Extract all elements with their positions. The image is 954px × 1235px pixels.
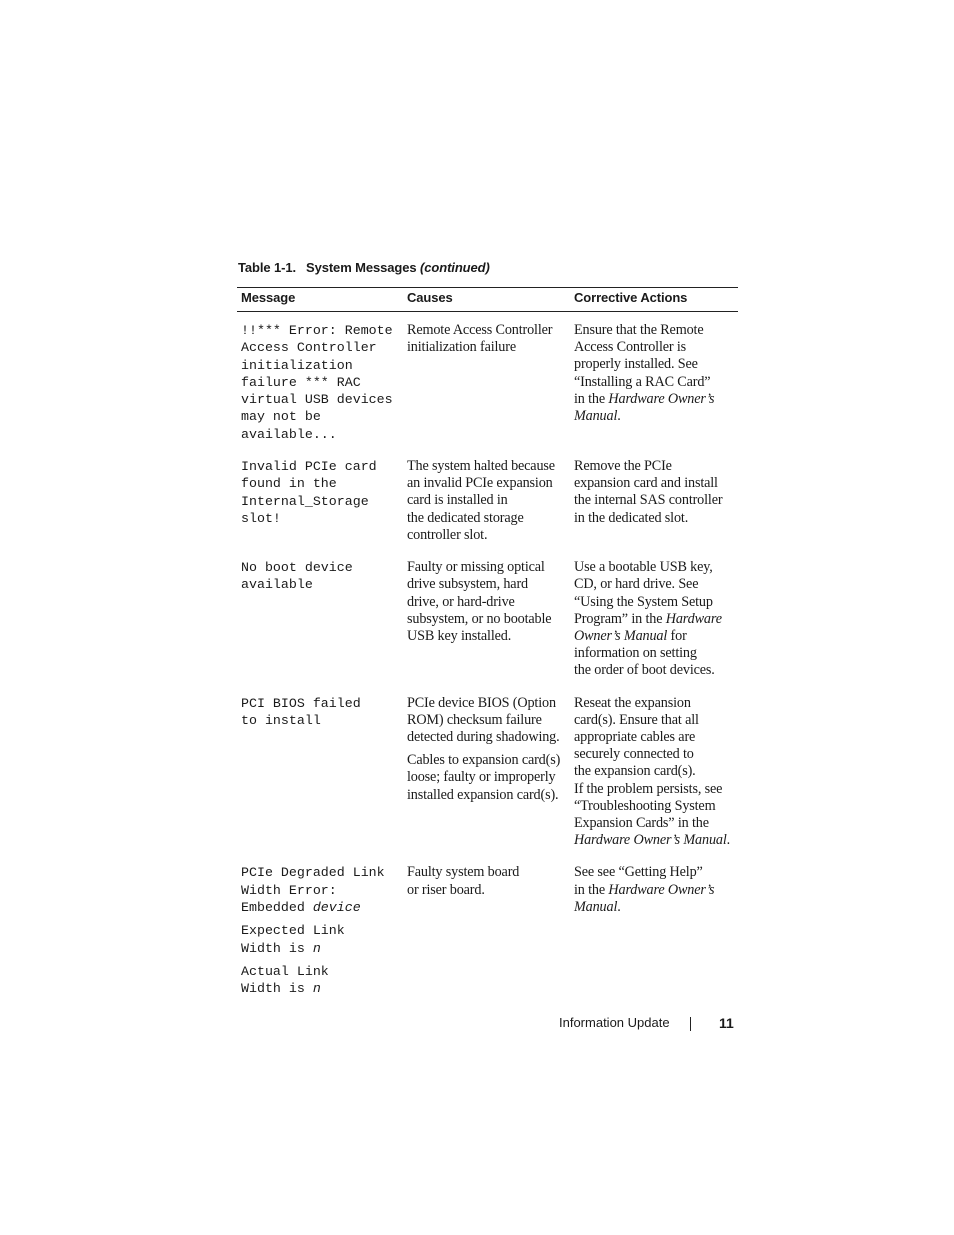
table-row bbox=[237, 695, 738, 865]
actions-text-part: . bbox=[726, 832, 731, 849]
header-causes: Causes bbox=[403, 288, 570, 312]
actions-text bbox=[574, 559, 736, 679]
message-variable: device bbox=[312, 899, 361, 915]
message-variable: n bbox=[312, 940, 321, 956]
actions-text bbox=[574, 864, 736, 916]
actions-cell bbox=[570, 559, 738, 694]
system-messages-table bbox=[237, 287, 738, 1012]
page-number: 11 bbox=[719, 1015, 734, 1031]
manual-reference: Hardware Owner’s Manual bbox=[574, 881, 715, 915]
footer-separator bbox=[690, 1017, 691, 1031]
table-row bbox=[237, 458, 738, 559]
manual-reference: Hardware Owner’s Manual bbox=[574, 832, 727, 849]
actions-text-part: Ensure that the Remote Access Controller is properly installed. See “Installing a RAC Card” in the bbox=[574, 322, 711, 407]
message-variable: n bbox=[312, 981, 321, 997]
message-text bbox=[241, 922, 401, 957]
table-row bbox=[237, 312, 738, 459]
causes-cell bbox=[403, 559, 570, 694]
actions-text-part: Use a bootable USB key, CD, or hard drive. See “Using the System Setup Program” in the bbox=[574, 559, 713, 627]
causes-text: The system halted because an invalid PCIe expansion card is installed in the dedicated storage controller slot. bbox=[407, 458, 555, 543]
message-text-part: Actual Link Width is bbox=[241, 963, 329, 997]
message-cell bbox=[237, 559, 403, 694]
table-row bbox=[237, 559, 738, 694]
header-corrective-actions: Corrective Actions bbox=[570, 288, 738, 312]
footer-label: Information Update bbox=[559, 1015, 670, 1030]
causes-text: PCIe device BIOS (Option ROM) checksum failure detected during shadowing. bbox=[407, 694, 560, 745]
causes-cell bbox=[403, 312, 570, 459]
table-caption bbox=[238, 260, 490, 275]
causes-cell bbox=[403, 458, 570, 559]
actions-text bbox=[574, 458, 736, 527]
causes-text: Cables to expansion card(s) loose; faulty or improperly installed expansion card(s). bbox=[407, 752, 561, 803]
message-cell bbox=[237, 864, 403, 1012]
actions-text-part: Remove the PCIe expansion card and install the internal SAS controller in the dedicated slot. bbox=[574, 458, 723, 526]
message-cell bbox=[237, 695, 403, 865]
actions-text-part: for information on setting the order of boot devices. bbox=[574, 627, 715, 679]
causes-text: Remote Access Controller initialization failure bbox=[407, 322, 553, 356]
actions-cell bbox=[570, 458, 738, 559]
causes-cell bbox=[403, 695, 570, 865]
message-text: Invalid PCIe card found in the Internal_Storage slot! bbox=[241, 459, 377, 526]
manual-reference: Hardware Owner’s Manual bbox=[574, 610, 722, 644]
table-row bbox=[237, 864, 738, 1012]
message-text bbox=[241, 864, 401, 916]
causes-text: Faulty system board or riser board. bbox=[407, 864, 520, 898]
actions-text-part: . bbox=[617, 408, 621, 425]
message-text: PCI BIOS failed to install bbox=[241, 695, 361, 728]
actions-text-part: Reseat the expansion card(s). Ensure that all appropriate cables are securely connected to the expansion card(s). If the problem persists, see “Troubleshooting System Expansion Cards” in the bbox=[574, 694, 723, 831]
actions-cell bbox=[570, 864, 738, 1012]
actions-text-part: . bbox=[617, 898, 621, 915]
message-text-part: PCIe Degraded Link Width Error: Embedded bbox=[241, 865, 385, 915]
actions-text bbox=[574, 322, 736, 425]
manual-reference: Hardware Owner’s Manual bbox=[574, 390, 715, 425]
causes-text: Faulty or missing optical drive subsystem, hard drive, or hard-drive subsystem, or no bootable USB key installed. bbox=[407, 559, 552, 644]
message-cell bbox=[237, 458, 403, 559]
causes-cell bbox=[403, 864, 570, 1012]
message-text: No boot device available bbox=[241, 560, 353, 593]
actions-cell bbox=[570, 695, 738, 865]
message-text-part: Expected Link Width is bbox=[241, 923, 345, 956]
header-message: Message bbox=[237, 288, 403, 312]
message-text bbox=[241, 963, 401, 998]
table-number: Table 1-1. bbox=[238, 260, 297, 275]
table-continued: (continued) bbox=[420, 260, 490, 275]
message-text: !!*** Error: Remote Access Controller initialization failure *** RAC virtual USB devices may not be available... bbox=[241, 323, 393, 442]
message-cell bbox=[237, 312, 403, 459]
actions-text-part: See see “Getting Help” in the bbox=[574, 864, 703, 898]
table-title: System Messages bbox=[306, 260, 417, 275]
actions-text bbox=[574, 695, 736, 850]
actions-cell bbox=[570, 312, 738, 459]
table-header-row bbox=[237, 288, 738, 312]
